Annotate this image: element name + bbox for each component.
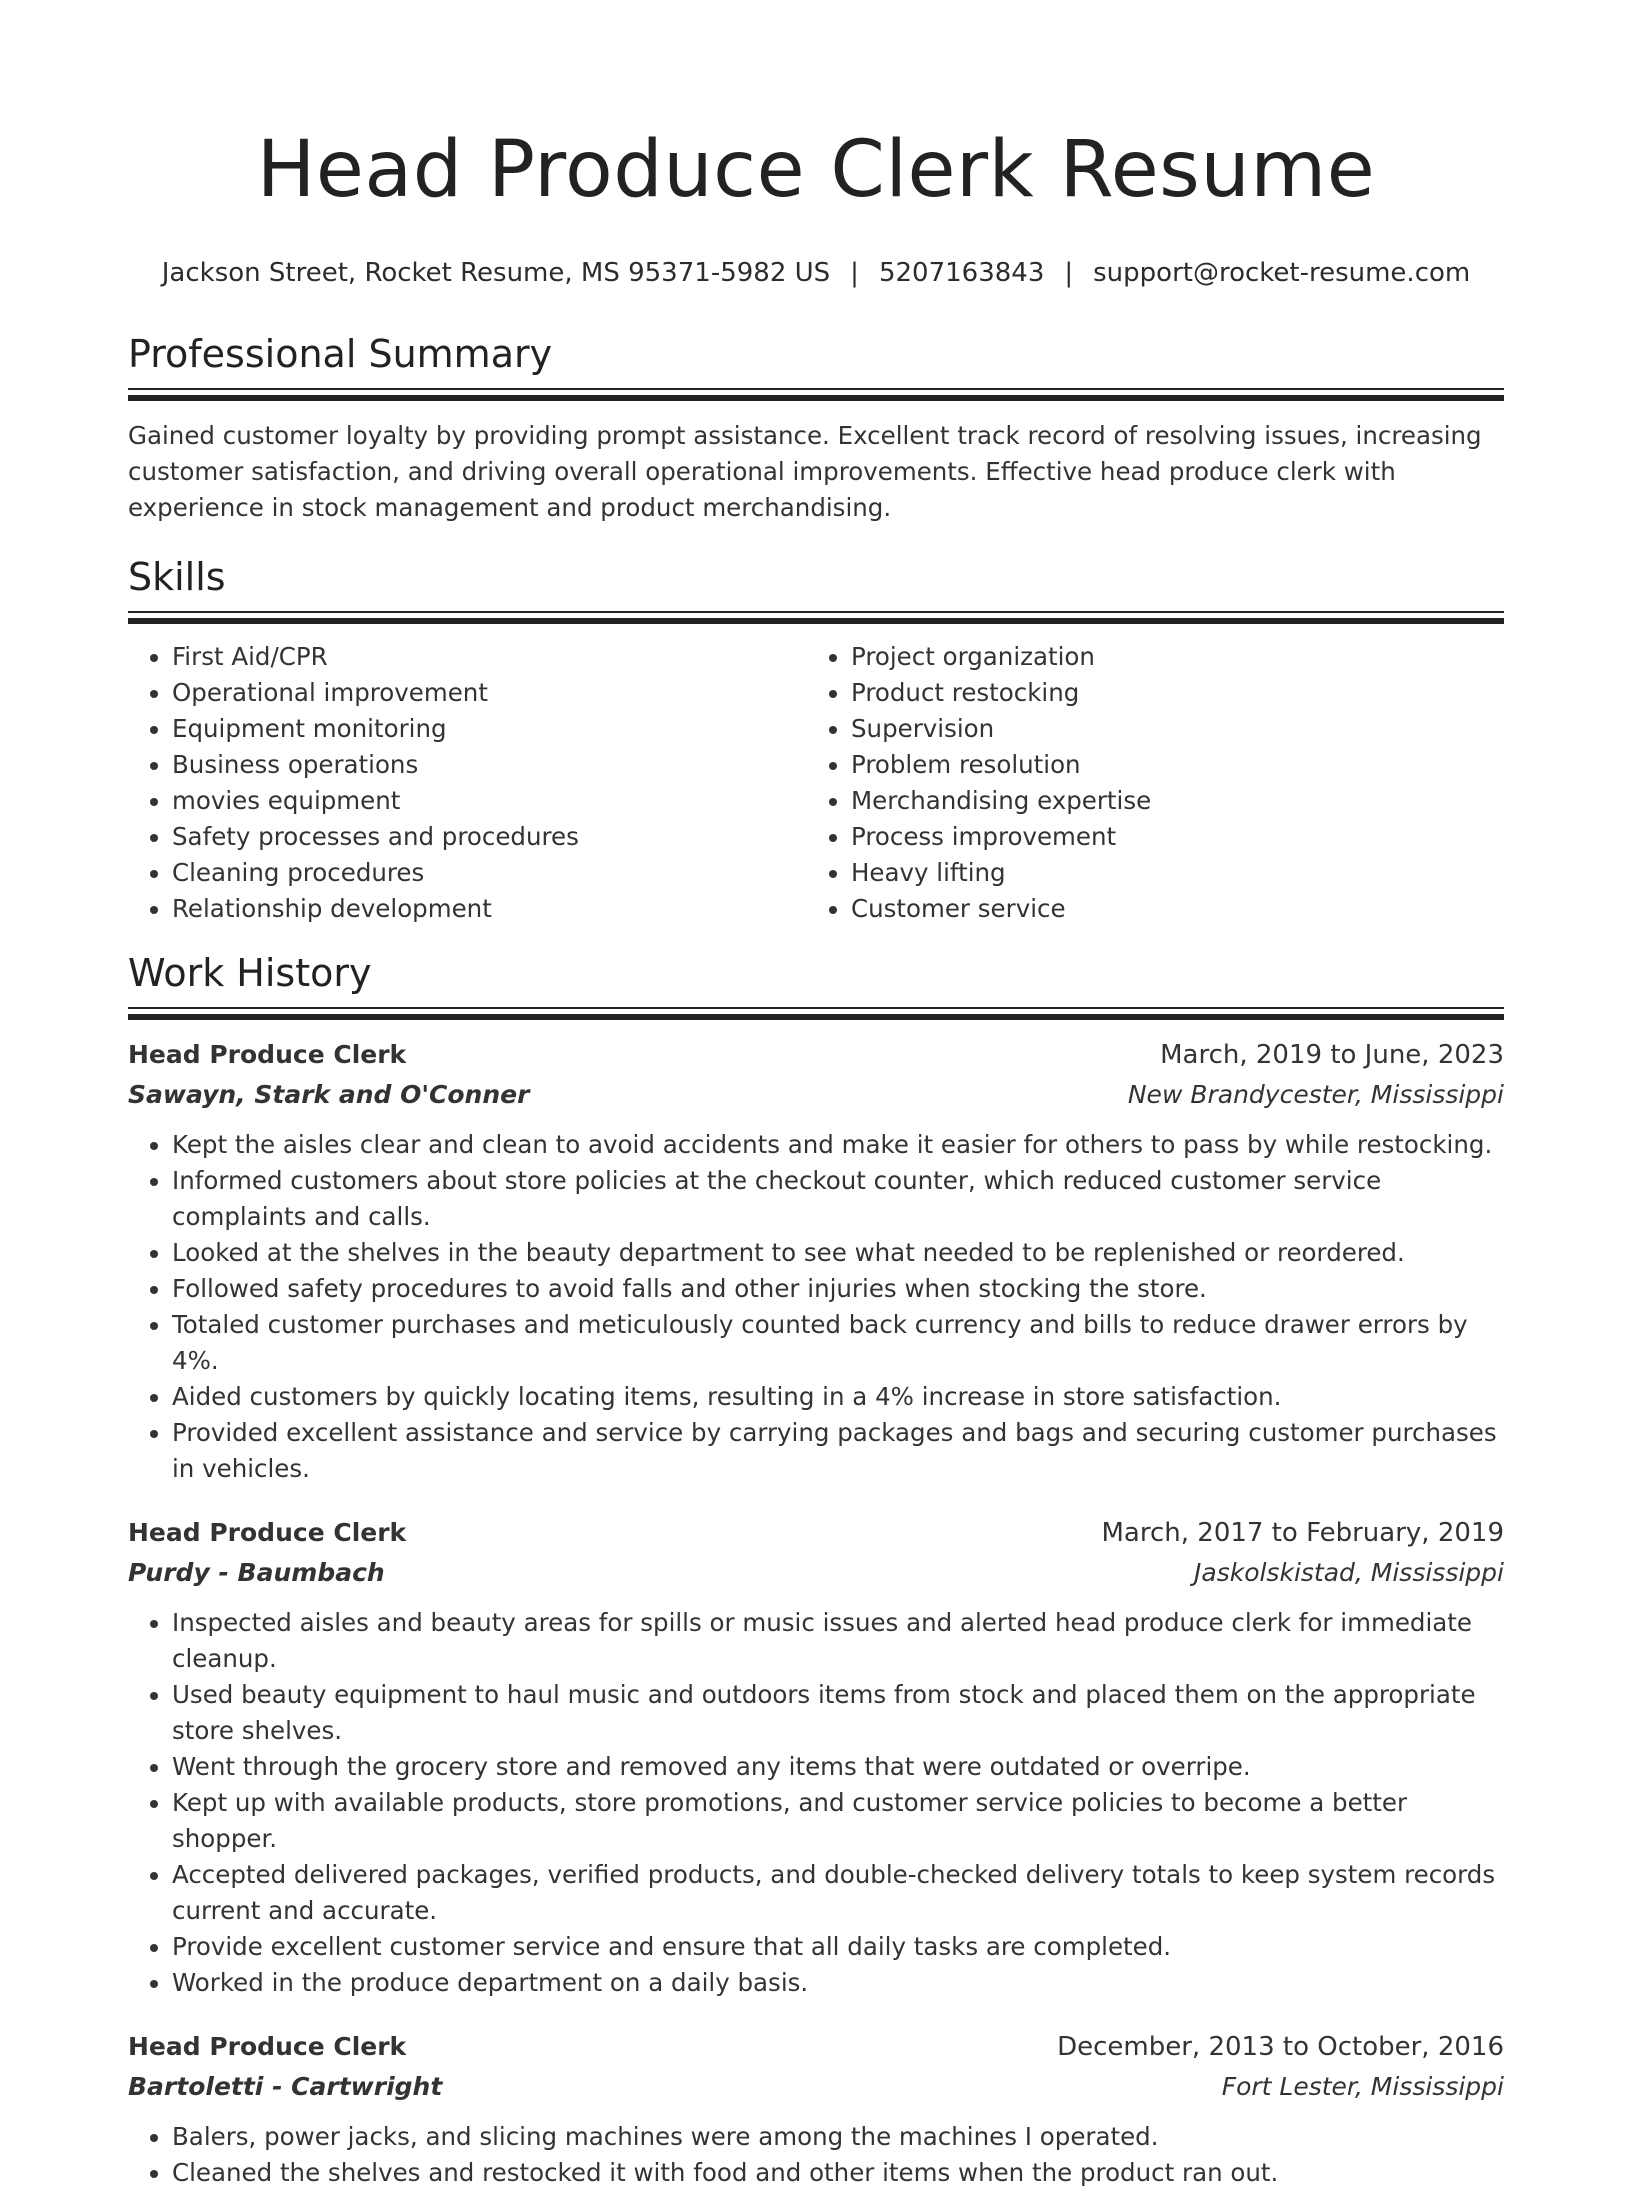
- skill-item: • Problem resolution: [851, 747, 1486, 783]
- job-location: Fort Lester, Mississippi: [1221, 2072, 1504, 2101]
- job-title: Head Produce Clerk: [128, 2032, 407, 2061]
- skill-item: • Customer service: [851, 891, 1486, 927]
- contact-address: Jackson Street, Rocket Resume, MS 95371-5982 US: [161, 258, 831, 288]
- skill-item: • Project organization: [851, 639, 1486, 675]
- job-dates: December, 2013 to October, 2016: [1057, 2032, 1504, 2062]
- job-company: Purdy - Baumbach: [128, 1558, 385, 1587]
- job-bullet: • Informed customers about store policies at the checkout counter, which reduced customer service complaints and calls.: [172, 1163, 1504, 1235]
- job-header-row: [128, 2027, 1504, 2067]
- job-entry: [128, 2027, 1504, 2191]
- job-company: Sawayn, Stark and O'Conner: [128, 1080, 530, 1109]
- job-bullet: • Totaled customer purchases and meticulously counted back currency and bills to reduce drawer errors by 4%.: [172, 1307, 1504, 1379]
- job-header-row: [128, 1035, 1504, 1075]
- job-dates: March, 2017 to February, 2019: [1101, 1518, 1504, 1548]
- skill-item: • Cleaning procedures: [172, 855, 807, 891]
- job-bullet: • Worked in the produce department on a daily basis.: [172, 1965, 1504, 2001]
- skill-item: • Safety processes and procedures: [172, 819, 807, 855]
- skills-heading: Skills: [128, 555, 226, 599]
- job-entry: [128, 1035, 1504, 1487]
- job-company-row: [128, 1553, 1504, 1593]
- work-history-section: [128, 949, 1504, 2191]
- skill-item: • Business operations: [172, 747, 807, 783]
- job-bullet: • Kept the aisles clear and clean to avoid accidents and make it easier for others to pass by while restocking.: [172, 1127, 1504, 1163]
- resume-page: [128, 0, 1504, 2191]
- skill-item: • Relationship development: [172, 891, 807, 927]
- job-bullets: [128, 1605, 1504, 2001]
- section-divider: [128, 1007, 1504, 1019]
- skills-columns: [128, 639, 1504, 927]
- skill-item: • Merchandising expertise: [851, 783, 1486, 819]
- contact-line: [128, 256, 1504, 290]
- job-bullets: [128, 2119, 1504, 2191]
- skill-item: • Product restocking: [851, 675, 1486, 711]
- contact-separator: |: [850, 258, 859, 288]
- job-title: Head Produce Clerk: [128, 1040, 407, 1069]
- job-bullet: • Used beauty equipment to haul music and outdoors items from stock and placed them on the appropriate store shelves.: [172, 1677, 1504, 1749]
- job-bullet: • Provide excellent customer service and ensure that all daily tasks are completed.: [172, 1929, 1504, 1965]
- resume-title: Head Produce Clerk Resume: [256, 125, 1376, 215]
- job-company: Bartoletti - Cartwright: [128, 2072, 443, 2101]
- job-header-row: [128, 1513, 1504, 1553]
- skill-item: • First Aid/CPR: [172, 639, 807, 675]
- skills-list-right: [807, 639, 1486, 927]
- job-bullet: • Followed safety procedures to avoid falls and other injuries when stocking the store.: [172, 1271, 1504, 1307]
- skills-section: [128, 553, 1504, 927]
- job-bullet: • Accepted delivered packages, verified products, and double-checked delivery totals to keep system records current and accurate.: [172, 1857, 1504, 1929]
- job-bullet: • Looked at the shelves in the beauty department to see what needed to be replenished or reordered.: [172, 1235, 1504, 1271]
- job-bullet: • Cleaned the shelves and restocked it with food and other items when the product ran out.: [172, 2155, 1504, 2191]
- skill-item: • Process improvement: [851, 819, 1486, 855]
- job-entry: [128, 1513, 1504, 2001]
- job-bullet: • Provided excellent assistance and service by carrying packages and bags and securing customer purchases in vehicles.: [172, 1415, 1504, 1487]
- work-history-heading: Work History: [128, 951, 372, 995]
- job-bullet: • Balers, power jacks, and slicing machines were among the machines I operated.: [172, 2119, 1504, 2155]
- job-bullet: • Went through the grocery store and removed any items that were outdated or overripe.: [172, 1749, 1504, 1785]
- job-location: New Brandycester, Mississippi: [1127, 1080, 1504, 1109]
- job-location: Jaskolskistad, Mississippi: [1194, 1558, 1504, 1587]
- summary-text: Gained customer loyalty by providing prompt assistance. Excellent track record of resolving issues, increasing customer satisfaction, and driving overall operational improvements. Effective head produce clerk with experience in stock management and product merchandising.: [128, 421, 1482, 522]
- contact-email: support@rocket-resume.com: [1093, 258, 1471, 288]
- job-dates: March, 2019 to June, 2023: [1160, 1040, 1504, 1070]
- contact-separator: |: [1064, 258, 1074, 288]
- skill-item: • Equipment monitoring: [172, 711, 807, 747]
- section-divider: [128, 388, 1504, 400]
- skill-item: • movies equipment: [172, 783, 807, 819]
- summary-section: [128, 330, 1504, 526]
- contact-phone: 5207163843: [878, 258, 1045, 288]
- skills-list-left: [128, 639, 807, 927]
- summary-heading: Professional Summary: [128, 332, 553, 376]
- job-title: Head Produce Clerk: [128, 1518, 407, 1547]
- job-bullets: [128, 1127, 1504, 1487]
- job-company-row: [128, 1075, 1504, 1115]
- skill-item: • Heavy lifting: [851, 855, 1486, 891]
- job-company-row: [128, 2067, 1504, 2107]
- skill-item: • Supervision: [851, 711, 1486, 747]
- job-bullet: • Aided customers by quickly locating items, resulting in a 4% increase in store satisfaction.: [172, 1379, 1504, 1415]
- job-bullet: • Inspected aisles and beauty areas for spills or music issues and alerted head produce clerk for immediate cleanup.: [172, 1605, 1504, 1677]
- section-divider: [128, 611, 1504, 623]
- skill-item: • Operational improvement: [172, 675, 807, 711]
- job-bullet: • Kept up with available products, store promotions, and customer service policies to become a better shopper.: [172, 1785, 1504, 1857]
